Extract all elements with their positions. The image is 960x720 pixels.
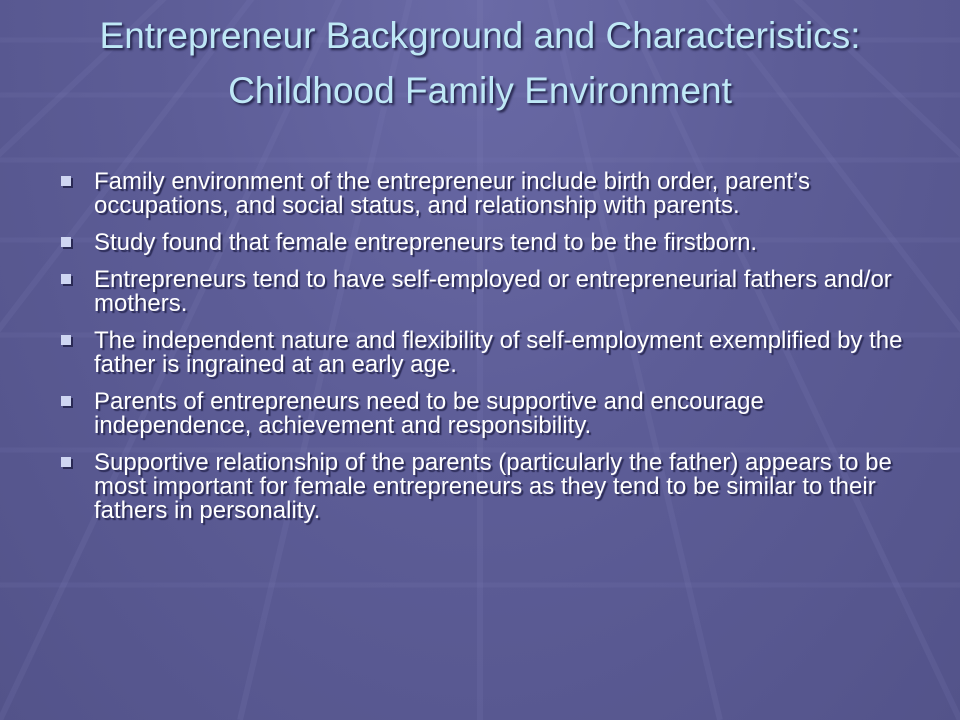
slide-title: Entrepreneur Background and Characteristics: Childhood Family Environment	[99, 15, 861, 111]
bullet-item	[58, 390, 918, 438]
bullet-text: Entrepreneurs tend to have self-employed or entrepreneurial fathers and/or mothers.	[94, 266, 892, 317]
square-bullet-icon	[61, 335, 71, 345]
square-bullet-icon	[61, 237, 71, 247]
bullet-text: The independent nature and flexibility of self-employment exemplified by the father is ingrained at an early age.	[94, 327, 903, 378]
bullet-text: Parents of entrepreneurs need to be supportive and encourage independence, achievement and responsibility.	[94, 388, 764, 439]
square-bullet-icon	[61, 457, 71, 467]
square-bullet-icon	[61, 176, 71, 186]
bullet-text: Family environment of the entrepreneur include birth order, parent’s occupations, and social status, and relationship with parents.	[94, 168, 810, 219]
bullet-text: Supportive relationship of the parents (particularly the father) appears to be most important for female entrepreneurs as they tend to be similar to their fathers in personality.	[94, 449, 892, 524]
square-bullet-icon	[61, 396, 71, 406]
bullet-text: Study found that female entrepreneurs tend to be the firstborn.	[94, 229, 758, 256]
bullet-item	[58, 170, 918, 218]
bullet-item	[58, 451, 918, 523]
bullet-item	[58, 231, 918, 255]
bullet-list	[58, 170, 918, 536]
bullet-item	[58, 268, 918, 316]
square-bullet-icon	[61, 274, 71, 284]
bullet-item	[58, 329, 918, 377]
